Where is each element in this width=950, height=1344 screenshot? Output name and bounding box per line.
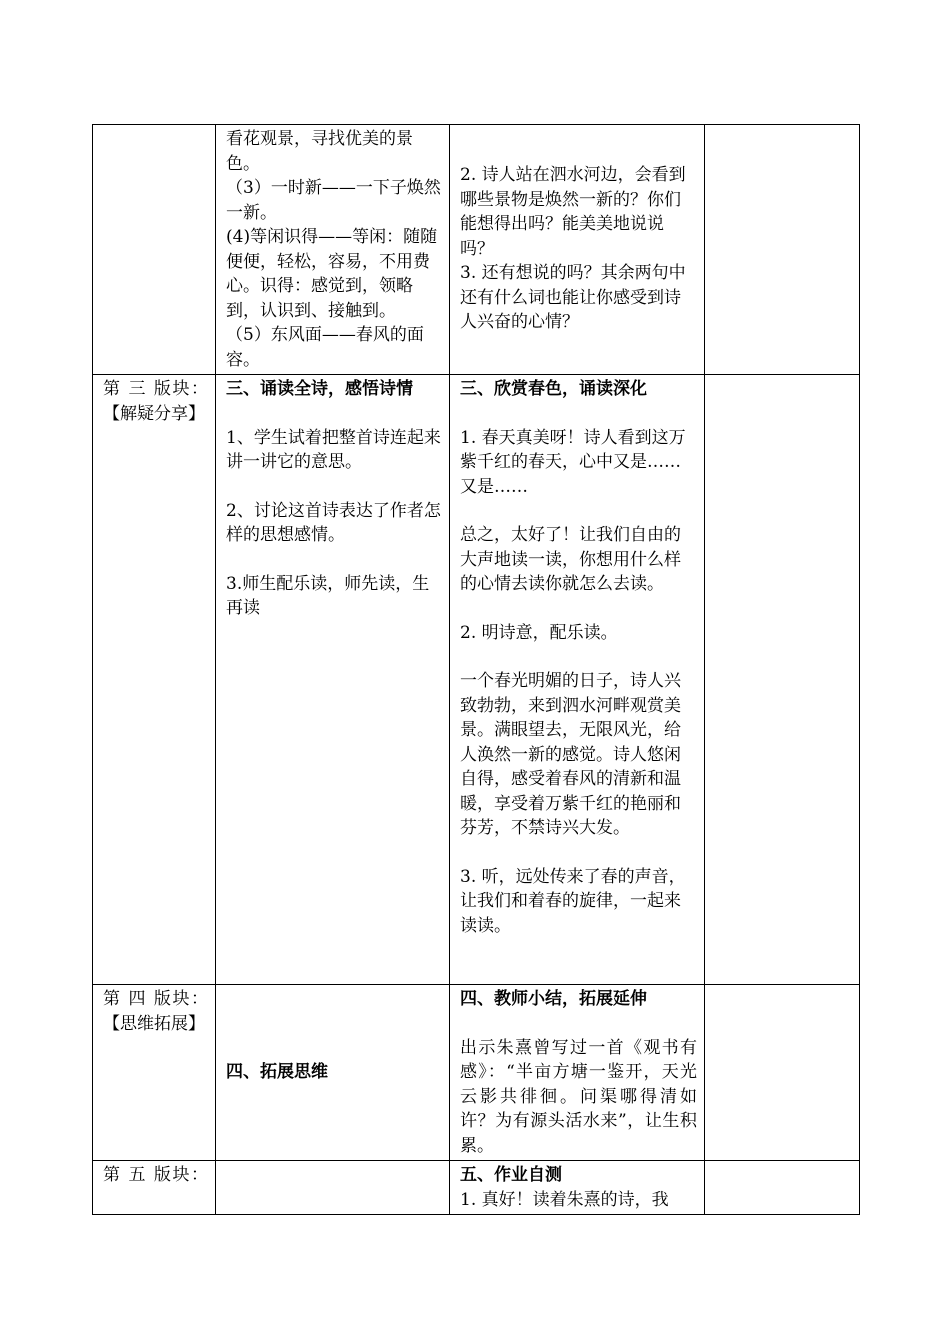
list-item: 出示朱熹曾写过一首《观书有感》：“半亩方塘一鉴开，天光云影共徘徊。问渠哪得清如许？为有源头活水来”，让生积累。 [460,1037,697,1156]
list-item: 总之，太好了！让我们自由的大声地读一读，你想用什么样的心情去读你就怎么去读。 [460,525,681,594]
teacher-activity-cell [450,985,705,1161]
list-item: （3）一时新——一下子焕然一新。 [226,178,441,223]
notes-cell [705,375,860,985]
list-item: 3. 听，远处传来了春的声音，让我们和着春的旋律，一起来读读。 [460,866,686,936]
step-heading: 三、欣赏春色，诵读深化 [460,379,647,399]
list-item: 2. 明诗意，配乐读。 [460,622,618,643]
list-item: 3.师生配乐读，师先读，生再读 [226,573,430,618]
step-heading: 三、诵读全诗，感悟诗情 [226,379,413,399]
list-item: 3. 还有想说的吗？其余两句中还有什么词也能让你感受到诗人兴奋的心情？ [460,263,686,332]
section-title: 第 三 版块： [103,379,208,399]
teacher-activity-cell [450,125,705,375]
list-item: （5）东风面——春风的面容。 [226,325,424,370]
section-cell [93,985,216,1161]
table-row [93,985,860,1161]
section-name: 【思维拓展】 [103,1013,205,1034]
teacher-activity-cell [450,1161,705,1215]
list-item: 一个春光明媚的日子，诗人兴致勃勃，来到泗水河畔观赏美景。满眼望去，无限风光，给人涣然一新的感觉。诗人悠闲自得，感受着春风的清新和温暖，享受着万紫千红的艳丽和芬芳，不禁诗兴大发。 [460,671,681,838]
step-heading: 五、作业自测 [460,1165,562,1185]
list-item: 2. 诗人站在泗水河边，会看到哪些景物是焕然一新的？你们能想得出吗？能美美地说说吗？ [460,165,686,259]
section-title: 第 四 版块： [103,989,208,1009]
student-activity-cell [216,1161,450,1215]
teacher-activity-cell [450,375,705,985]
student-activity-cell [216,125,450,375]
student-activity-cell [216,985,450,1161]
notes-cell [705,985,860,1161]
student-activity-cell [216,375,450,985]
notes-cell [705,125,860,375]
step-heading: 四、拓展思维 [226,1062,328,1083]
list-item: 1. 真好！读着朱熹的诗，我 [460,1189,669,1210]
table-row [93,375,860,985]
list-item: 1、学生试着把整首诗连起来讲一讲它的意思。 [226,427,441,472]
list-item: 看花观景，寻找优美的景色。 [226,129,413,174]
list-item: 2、讨论这首诗表达了作者怎样的思想感情。 [226,500,441,545]
list-item: (4)等闲识得——等闲：随随便便，轻松，容易，不用费心。识得：感觉到，领略到，认识到、接触到。 [226,227,438,321]
section-cell [93,375,216,985]
table-row [93,125,860,375]
notes-cell [705,1161,860,1215]
table-row [93,1161,860,1215]
lesson-plan-table [92,124,860,1215]
section-name: 【解疑分享】 [103,403,205,424]
section-cell [93,1161,216,1215]
section-cell [93,125,216,375]
step-heading: 四、教师小结，拓展延伸 [460,989,647,1009]
section-title: 第 五 版块： [103,1165,208,1185]
list-item: 1. 春天真美呀！诗人看到这万紫千红的春天，心中又是……又是…… [460,427,686,497]
